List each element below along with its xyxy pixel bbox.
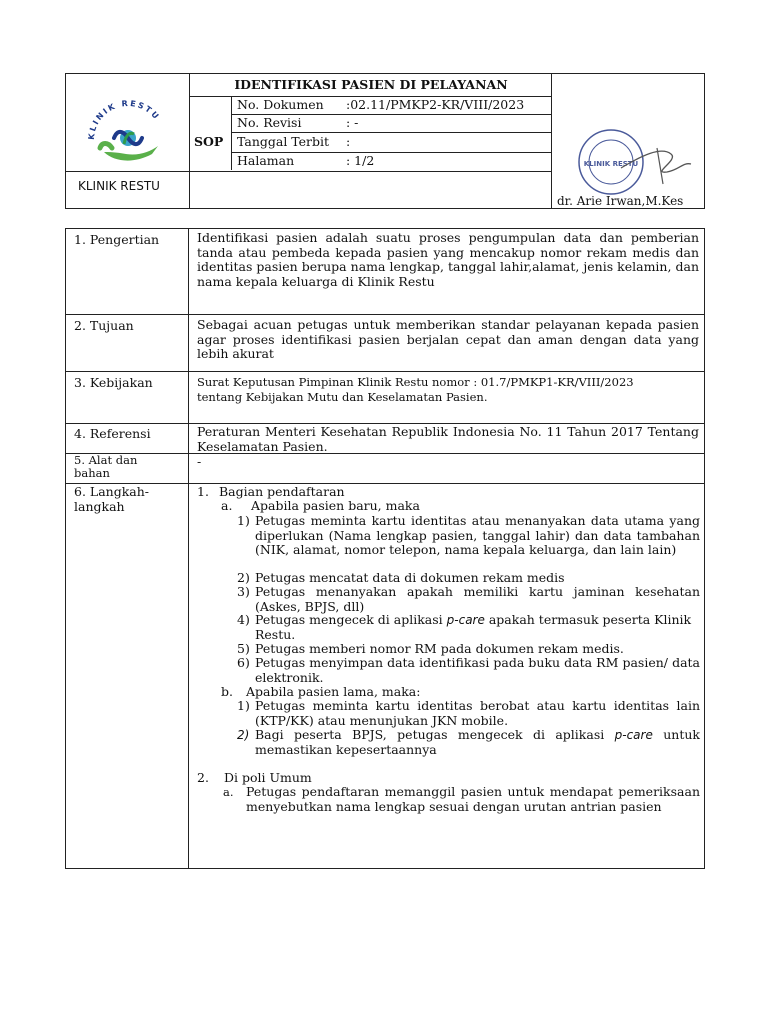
meta-row-tanggal — [237, 133, 550, 151]
item-number: 6) — [237, 655, 250, 670]
step-number: 2. — [197, 770, 209, 785]
list-item: Petugas meminta kartu identitas berobat atau kartu identitas lain (KTP/KK) atau menunjukan JKN mobile. — [255, 698, 700, 728]
row-divider — [66, 483, 704, 484]
item-number: 1) — [237, 698, 250, 713]
list-item: Bagi peserta BPJS, petugas mengecek di aplikasi p-care untuk memastikan kepesertaannya — [255, 727, 700, 757]
sub-letter: b. — [221, 684, 233, 699]
document-title: IDENTIFIKASI PASIEN DI PELAYANAN — [234, 77, 508, 92]
meta-row-dokumen — [237, 96, 550, 114]
list-item: Petugas menanyakan apakah memiliki kartu jaminan kesehatan (Askes, BPJS, dll) — [255, 584, 700, 614]
step-title: Bagian pendaftaran — [219, 484, 345, 499]
clinic-logo — [80, 82, 176, 178]
text-kebijakan: Surat Keputusan Pimpinan Klinik Restu nomor : 01.7/PMKP1-KR/VIII/2023 tentang Kebijakan Mutu dan Keselamatan Pasien. — [197, 375, 634, 404]
meta-value: :02.11/PMKP2-KR/VIII/2023 — [346, 97, 525, 112]
divider — [231, 96, 232, 170]
logo-text: KLINIK RESTU — [86, 98, 162, 141]
sop-label: SOP — [194, 134, 224, 149]
label-alat: 5. Alat dan bahan — [74, 453, 138, 480]
signatory-name: dr. Arie Irwan,M.Kes — [557, 194, 684, 208]
meta-value: : 1/2 — [346, 153, 375, 168]
list-item: Petugas pendaftaran memanggil pasien untuk mendapat pemeriksaan menyebutkan nama lengkap sesuai dengan urutan antrian pasien — [246, 784, 700, 814]
meta-value: : - — [346, 115, 359, 130]
meta-key: Halaman — [237, 153, 295, 168]
item-number: 4) — [237, 612, 250, 627]
list-item: Petugas memberi nomor RM pada dokumen rekam medis. — [255, 641, 624, 656]
text-pengertian: Identifikasi pasien adalah suatu proses pengumpulan data dan pemberian tanda atau pembeda kepada pasien yang mencakup nomor rekam medis dan identitas pasien berupa nama lengkap, tanggal lahir,alamat, jenis kelamin, dan nama kepala keluarga di Klinik Restu — [197, 230, 699, 289]
sub-letter: a. — [221, 498, 233, 513]
meta-row-revisi — [237, 114, 550, 132]
content-table — [65, 228, 705, 869]
label-tujuan: 2. Tujuan — [74, 318, 134, 333]
divider — [551, 74, 552, 208]
meta-key: No. Revisi — [237, 115, 302, 130]
label-pengertian: 1. Pengertian — [74, 232, 160, 247]
item-number: 2) — [237, 728, 250, 742]
item-number: 5) — [237, 641, 250, 656]
step-title: Di poli Umum — [224, 770, 312, 785]
list-item: Petugas menyimpan data identifikasi pada buku data RM pasien/ data elektronik. — [255, 655, 700, 685]
clinic-name: KLINIK RESTU — [78, 179, 160, 193]
list-item: Petugas mencatat data di dokumen rekam medis — [255, 570, 565, 585]
divider — [189, 171, 551, 172]
item-number: 1) — [237, 513, 250, 528]
divider — [189, 74, 190, 208]
step-number: 1. — [197, 484, 209, 499]
header-table — [65, 73, 705, 209]
sub-title: Apabila pasien baru, maka — [251, 498, 420, 513]
meta-key: Tanggal Terbit — [237, 134, 330, 149]
text-referensi: Peraturan Menteri Kesehatan Republik Indonesia No. 11 Tahun 2017 Tentang Keselamatan Pasien. — [197, 424, 699, 454]
sub-letter: a. — [223, 785, 234, 799]
label-referensi: 4. Referensi — [74, 426, 151, 441]
column-divider — [188, 229, 189, 868]
clinic-stamp — [571, 126, 701, 196]
label-kebijakan: 3. Kebijakan — [74, 375, 153, 390]
app-name: p-care — [446, 613, 485, 627]
list-item: Petugas mengecek di aplikasi p-care apakah termasuk peserta Klinik Restu. — [255, 612, 692, 642]
meta-key: No. Dokumen — [237, 97, 324, 112]
text-alat: - — [197, 454, 202, 469]
row-divider — [66, 314, 704, 315]
meta-row-halaman — [237, 152, 550, 170]
label-langkah: 6. Langkah-langkah — [74, 484, 150, 514]
row-divider — [66, 371, 704, 372]
stamp-text: KLINIK RESTU — [583, 160, 639, 168]
item-number: 2) — [237, 570, 250, 585]
sub-title: Apabila pasien lama, maka: — [246, 684, 421, 699]
text-tujuan: Sebagai acuan petugas untuk memberikan standar pelayanan kepada pasien agar proses identifikasi pasien berjalan cepat dan aman dengan data yang lebih akurat — [197, 317, 699, 361]
item-number: 3) — [237, 584, 250, 599]
meta-value: : — [346, 134, 351, 149]
list-item: Petugas meminta kartu identitas atau menanyakan data utama yang diperlukan (Nama lengkap pasien, tanggal lahir) dan data tambahan (NIK, alamat, nomor telepon, nama kepala keluarga, dan lain lain) — [255, 513, 700, 557]
app-name: p-care — [614, 728, 653, 742]
